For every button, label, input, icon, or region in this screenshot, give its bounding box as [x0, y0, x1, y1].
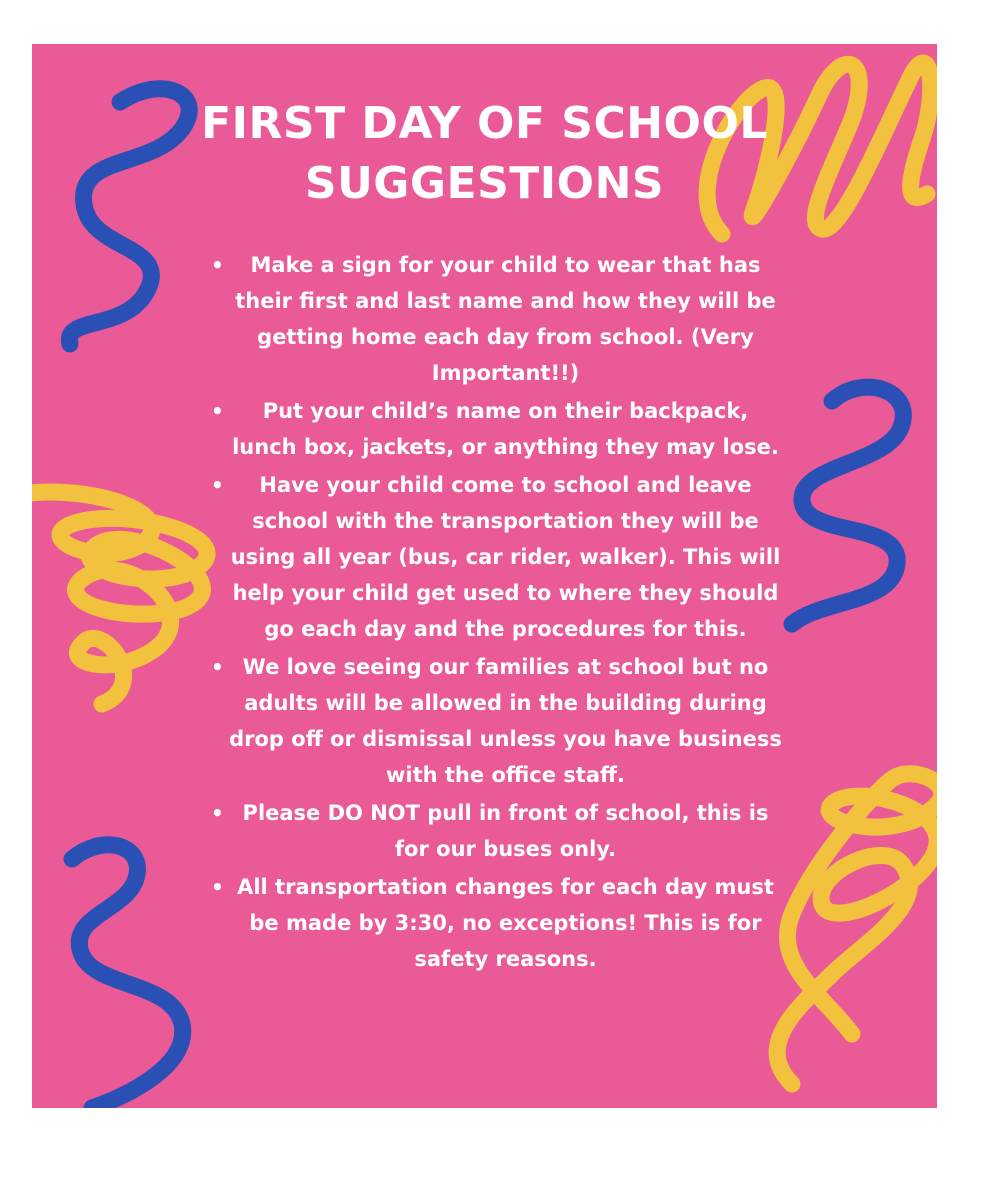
bullet-icon: •	[211, 253, 224, 277]
title-line-2: SUGGESTIONS	[304, 158, 665, 209]
bullet-icon: •	[211, 875, 224, 899]
yellow-squiggle-left	[32, 492, 207, 704]
suggestions-list	[207, 247, 782, 979]
list-item	[207, 869, 782, 977]
list-item-text: All transportation changes for each day must be made by 3:30, no exceptions! This is for safety reasons.	[237, 875, 774, 971]
bullet-icon: •	[211, 399, 224, 423]
flyer	[32, 44, 937, 1108]
list-item-text: Make a sign for your child to wear that has their first and last name and how they will be getting home each day from school. (Very Important!!)	[235, 253, 776, 385]
list-item	[207, 649, 782, 793]
yellow-squiggle-bottom-right	[777, 774, 937, 1084]
list-item	[207, 795, 782, 867]
blue-squiggle-right	[792, 387, 903, 624]
title-line-1: FIRST DAY OF SCHOOL	[201, 98, 768, 149]
blue-squiggle-bottom-left	[72, 845, 183, 1108]
list-item-text: We love seeing our families at school but no adults will be allowed in the building during drop off or dismissal unless you have business with the office staff.	[229, 655, 782, 787]
flyer-title	[32, 94, 937, 214]
list-item-text: Put your child’s name on their backpack, lunch box, jackets, or anything they may lose.	[232, 399, 779, 459]
list-item	[207, 247, 782, 391]
list-item	[207, 467, 782, 647]
list-item	[207, 393, 782, 465]
list-item-text: Please DO NOT pull in front of school, this is for our buses only.	[242, 801, 769, 861]
bullet-icon: •	[211, 473, 224, 497]
list-item-text: Have your child come to school and leave school with the transportation they will be using all year (bus, car rider, walker). This will help your child get used to where they should go each day and the procedures for this.	[230, 473, 781, 641]
bullet-icon: •	[211, 801, 224, 825]
bullet-icon: •	[211, 655, 224, 679]
